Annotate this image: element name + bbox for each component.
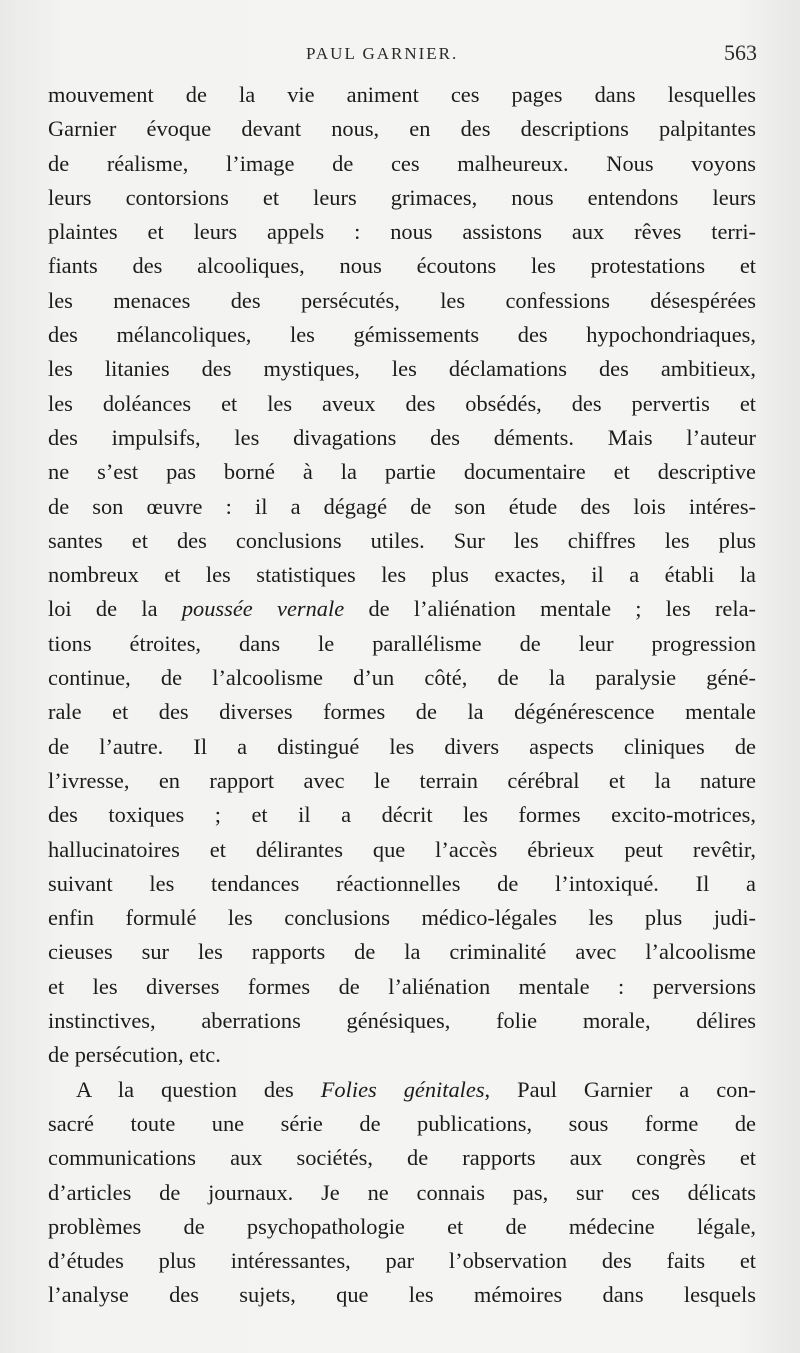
text-segment: de l’aliénation mentale ; les rela- bbox=[344, 596, 756, 622]
text-line: continue, de l’alcoolisme d’un côté, de la paralysie géné- bbox=[48, 665, 756, 691]
text-line: de son œuvre : il a dégagé de son étude des lois intéres- bbox=[48, 493, 756, 519]
text-segment: , Paul Garnier a con- bbox=[484, 1076, 756, 1102]
text-line: cieuses sur les rapports de la criminalité avec l’alcoolisme bbox=[48, 939, 756, 965]
text-line: Garnier évoque devant nous, en des descriptions palpitantes bbox=[48, 116, 756, 142]
paragraph-2 bbox=[48, 1073, 756, 1313]
text-line: d’études plus intéressantes, par l’observation des faits et bbox=[48, 1248, 756, 1274]
text-line: d’articles de journaux. Je ne connais pas, sur ces délicats bbox=[48, 1179, 756, 1205]
text-segment: A la question des bbox=[76, 1076, 321, 1102]
page-header bbox=[0, 40, 800, 70]
text-line: instinctives, aberrations génésiques, folie morale, délires bbox=[48, 1008, 756, 1034]
text-line: mouvement de la vie animent ces pages dans lesquelles bbox=[48, 82, 756, 107]
italic-term: Folies génitales bbox=[320, 1076, 485, 1102]
text-line: les doléances et les aveux des obsédés, des pervertis et bbox=[48, 390, 756, 416]
text-line: ne s’est pas borné à la partie documentaire et descriptive bbox=[48, 459, 756, 485]
page-number: 563 bbox=[724, 40, 757, 65]
text-line bbox=[48, 1073, 756, 1107]
text-line: hallucinatoires et délirantes que l’accès ébrieux peut revêtir, bbox=[48, 836, 756, 862]
text-line: des toxiques ; et il a décrit les formes excito-motrices, bbox=[48, 802, 756, 828]
text-segment: loi de la bbox=[48, 596, 182, 622]
text-line: l’ivresse, en rapport avec le terrain cérébral et la nature bbox=[48, 767, 756, 793]
text-line: des mélancoliques, les gémissements des hypochondriaques, bbox=[48, 322, 756, 348]
running-head: PAUL GARNIER. bbox=[306, 44, 459, 63]
text-line: plaintes et leurs appels : nous assistons aux rêves terri- bbox=[48, 219, 756, 245]
text-line bbox=[48, 592, 756, 626]
text-line: et les diverses formes de l’aliénation mentale : perversions bbox=[48, 973, 756, 999]
text-line: problèmes de psychopathologie et de médecine légale, bbox=[48, 1213, 756, 1239]
text-line: tions étroites, dans le parallélisme de leur progression bbox=[48, 630, 756, 656]
text-line: rale et des diverses formes de la dégénérescence mentale bbox=[48, 699, 756, 725]
text-line: enfin formulé les conclusions médico-légales les plus judi- bbox=[48, 905, 756, 931]
text-line: des impulsifs, les divagations des déments. Mais l’auteur bbox=[48, 424, 756, 450]
text-line: les menaces des persécutés, les confessions désespérées bbox=[48, 287, 756, 313]
text-line: santes et des conclusions utiles. Sur les chiffres les plus bbox=[48, 527, 756, 553]
paragraph-1 bbox=[48, 78, 756, 1073]
italic-term: poussée vernale bbox=[181, 596, 345, 622]
text-line: de persécution, etc. bbox=[48, 1042, 221, 1068]
text-line: de l’autre. Il a distingué les divers aspects cliniques de bbox=[48, 733, 756, 759]
text-line: fiants des alcooliques, nous écoutons les protestations et bbox=[48, 253, 756, 279]
text-line: suivant les tendances réactionnelles de l’intoxiqué. Il a bbox=[48, 870, 756, 896]
text-line: communications aux sociétés, de rapports aux congrès et bbox=[48, 1145, 756, 1171]
text-line: l’analyse des sujets, que les mémoires dans lesquels bbox=[48, 1282, 756, 1308]
body-text bbox=[48, 78, 756, 1313]
text-line: leurs contorsions et leurs grimaces, nous entendons leurs bbox=[48, 184, 756, 210]
text-line: de réalisme, l’image de ces malheureux. Nous voyons bbox=[48, 150, 756, 176]
text-line: les litanies des mystiques, les déclamations des ambitieux, bbox=[48, 356, 756, 382]
text-line: sacré toute une série de publications, sous forme de bbox=[48, 1110, 756, 1136]
text-line: nombreux et les statistiques les plus exactes, il a établi la bbox=[48, 562, 756, 588]
